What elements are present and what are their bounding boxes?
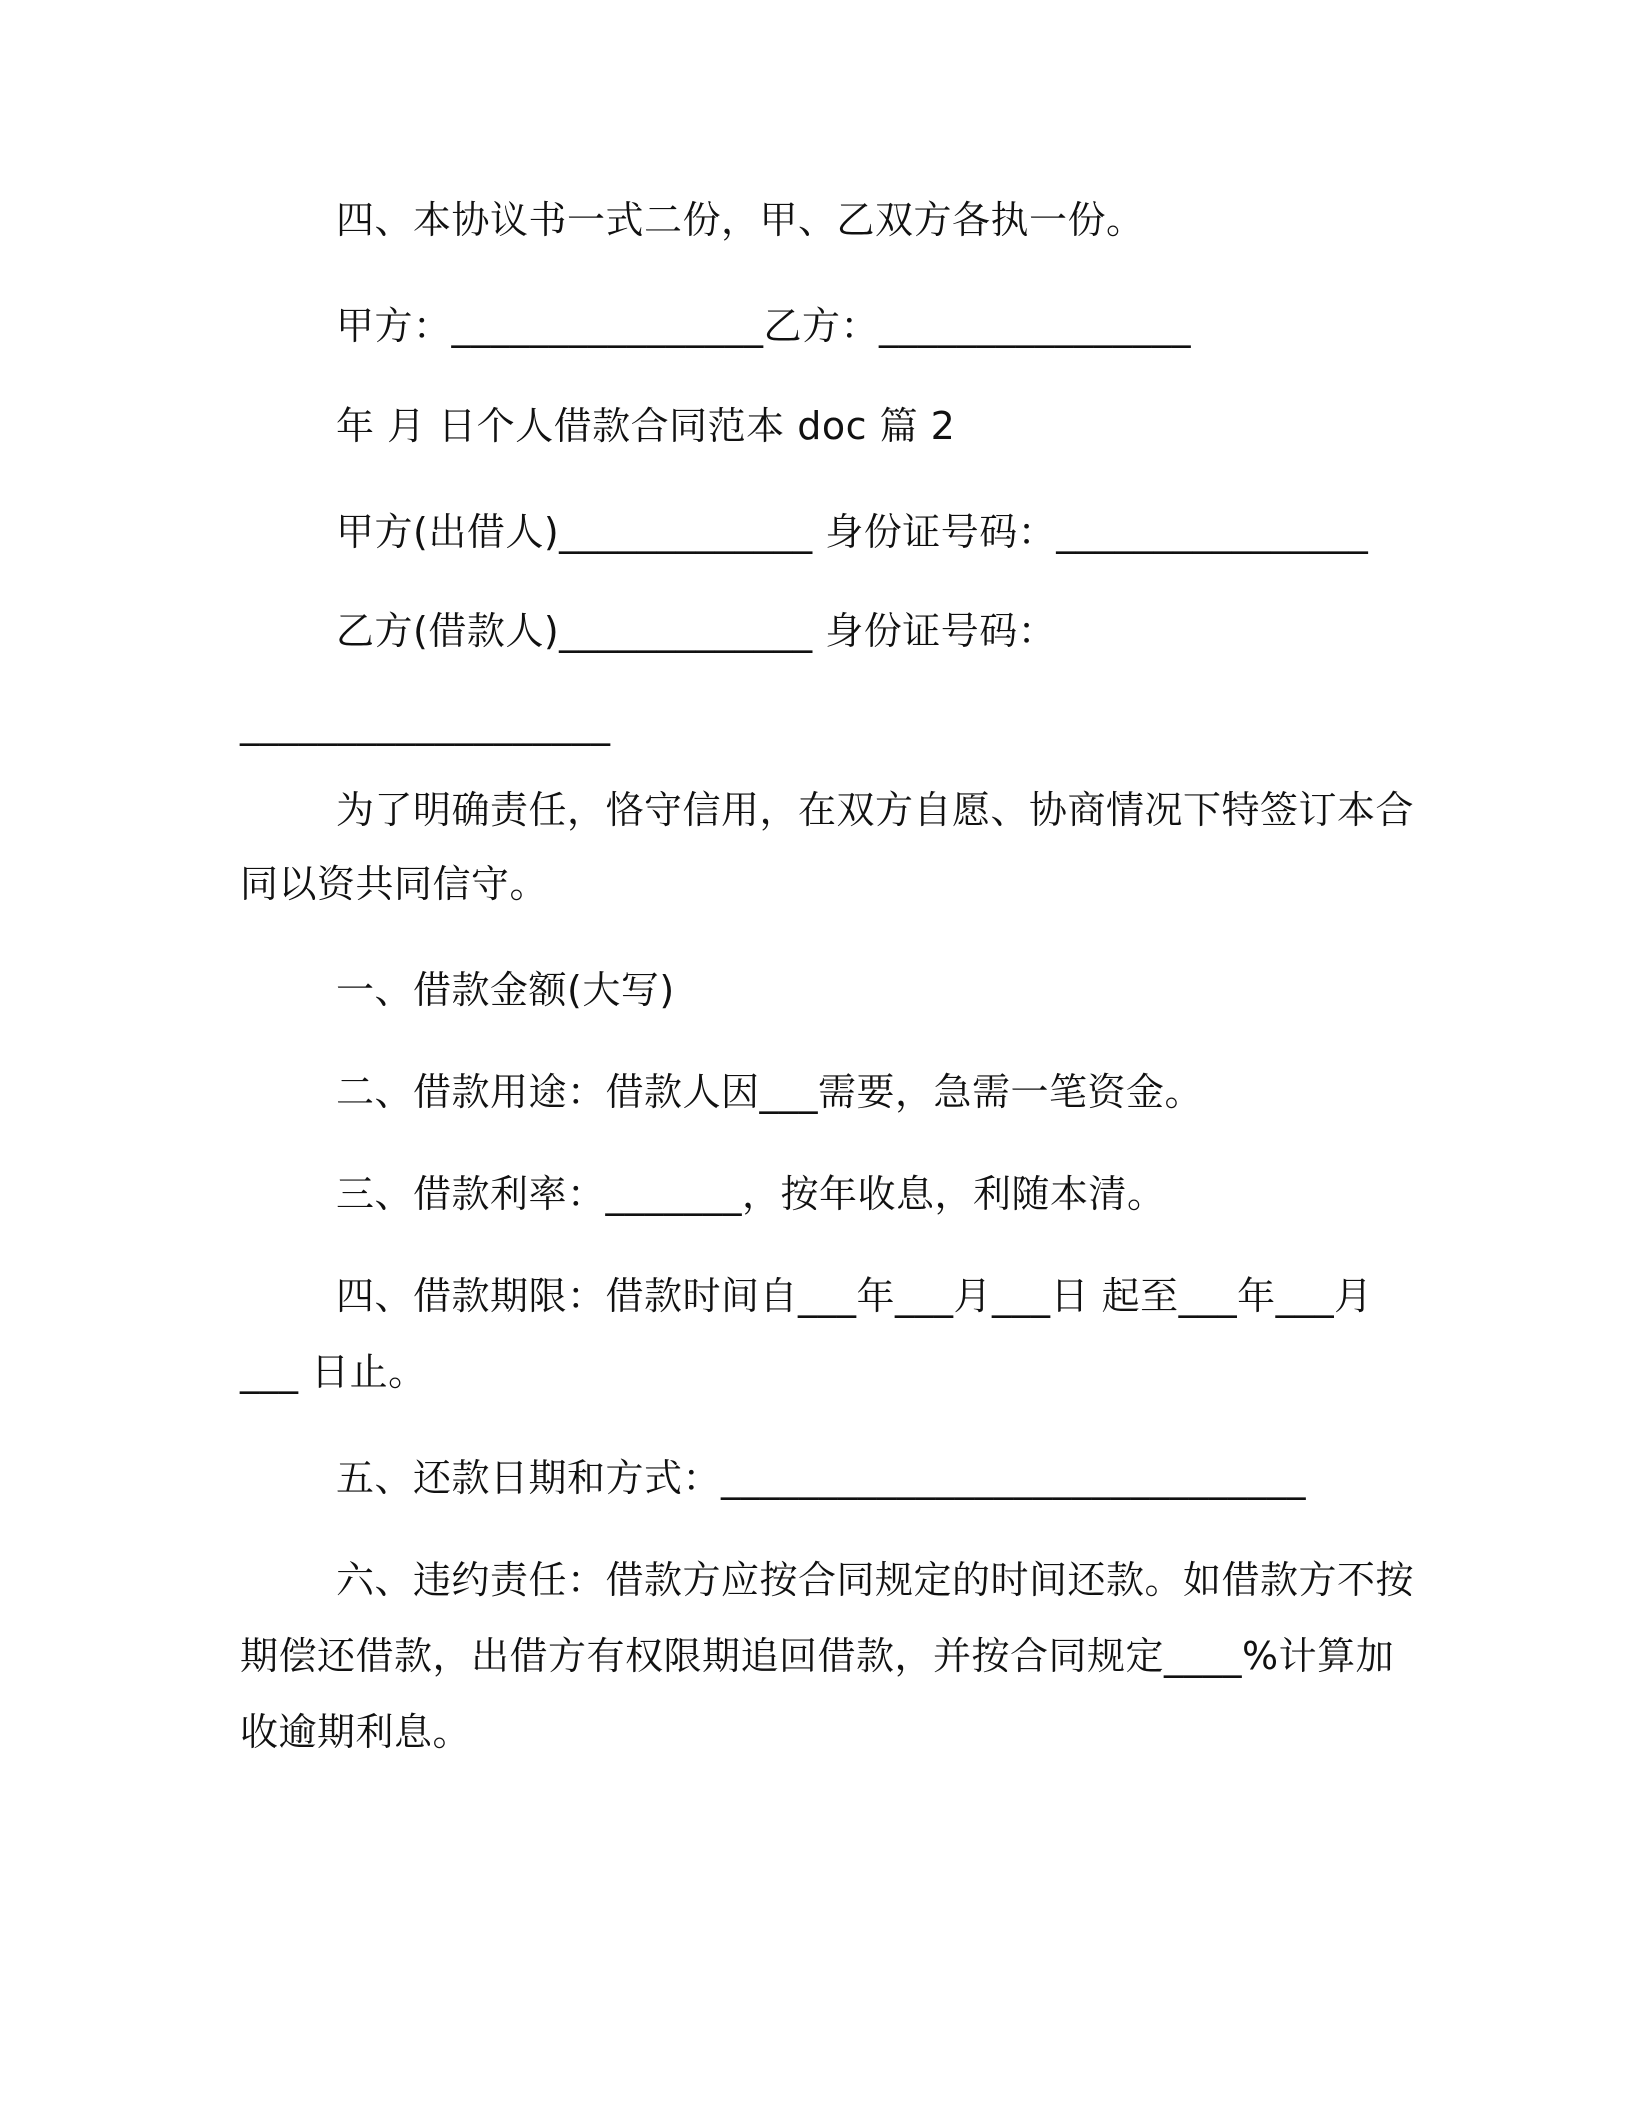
clause-term-line-2: ___ 日止。: [240, 1350, 427, 1394]
section-heading: 年 月 日个人借款合同范本 doc 篇 2: [336, 404, 956, 448]
clause-term-line-1: 四、借款期限：借款时间自___年___月___日 起至___年___月: [336, 1274, 1373, 1318]
clause-breach-line-1: 六、违约责任：借款方应按合同规定的时间还款。如借款方不按: [336, 1558, 1415, 1602]
clause-amount: 一、借款金额(大写): [336, 968, 675, 1012]
preamble-line-1: 为了明确责任，恪守信用，在双方自愿、协商情况下特签订本合: [336, 788, 1415, 832]
clause-breach-line-2: 期偿还借款，出借方有权限期追回借款，并按合同规定____%计算加: [240, 1634, 1395, 1678]
clause-four-copies: 四、本协议书一式二份，甲、乙双方各执一份。: [336, 198, 1145, 242]
borrower-line: 乙方(借款人)_____________ 身份证号码：: [336, 609, 1057, 653]
preamble-line-2: 同以资共同信守。: [240, 862, 549, 906]
lender-line: 甲方(出借人)_____________ 身份证号码：________________: [336, 510, 1369, 554]
clause-repayment: 五、还款日期和方式：______________________________: [336, 1456, 1307, 1500]
signature-line: 甲方：________________乙方：________________: [336, 304, 1192, 348]
borrower-id-blank: ___________________: [240, 702, 611, 746]
clause-breach-line-3: 收逾期利息。: [240, 1710, 472, 1754]
clause-interest: 三、借款利率：_______，按年收息，利随本清。: [336, 1172, 1166, 1216]
clause-purpose: 二、借款用途：借款人因___需要，急需一笔资金。: [336, 1070, 1204, 1114]
